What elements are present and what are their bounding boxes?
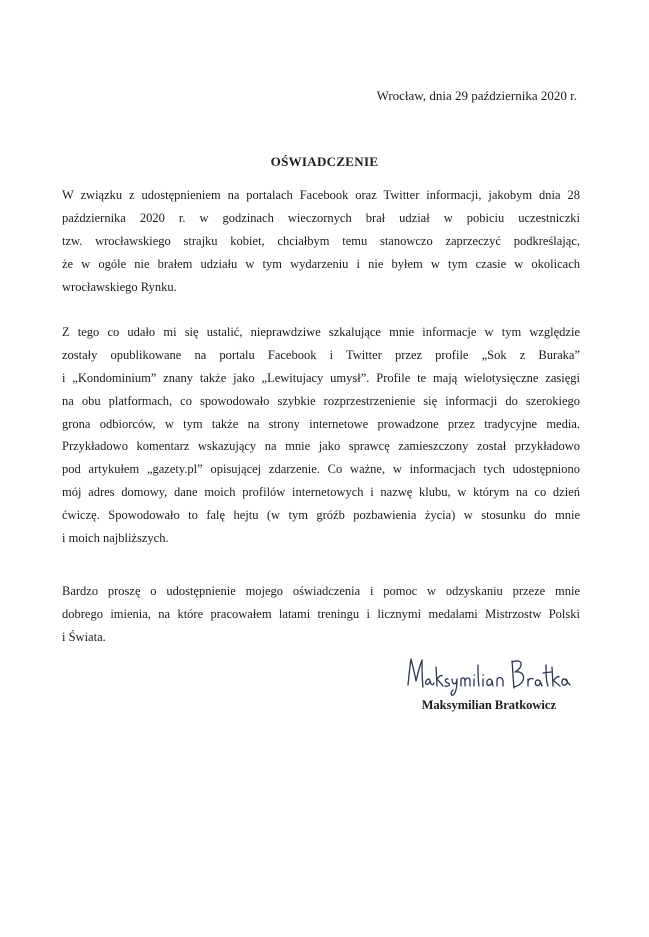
paragraph-line: grona odbiorców, w tym także na strony internetowe prowadzone przez tradycyjne media. [62,416,580,431]
document-title: OŚWIADCZENIE [270,154,379,169]
paragraph-line: Przykładowo komentarz wskazujący na mnie jako sprawcę zamieszczony został przykładowo [62,439,580,454]
paragraph-line: dobrego imienia, na które pracowałem latami treningu i licznymi medalami Mistrzostw Polski [62,606,580,621]
paragraph-1 [62,184,580,298]
signatory-name: Maksymilian Bratkowicz [421,698,556,712]
paragraph-3 [62,580,580,649]
paragraph-line: że w ogóle nie brałem udziału w tym wydarzeniu i nie byłem w tym czasie w okolicach [62,256,580,271]
paragraph-line: Z tego co udało mi się ustalić, nieprawdziwe szkalujące mnie informacje w tym względzie [62,325,580,339]
paragraph-line: i Świata. [62,629,106,644]
paragraph-line: Bardzo proszę o udostępnienie mojego oświadczenia i pomoc w odzyskaniu przeze mnie [62,584,580,598]
paragraph-line: i moich najbliższych. [62,531,169,546]
paragraph-line: wrocławskiego Rynku. [62,279,177,294]
paragraph-line: i „Kondominium” znany także jako „Lewitujacy umysł”. Profile te mają wielotysięczne zasięgi [62,370,580,385]
paragraph-line: zostały opublikowane na portalu Facebook i Twitter przez profile „Sok z Buraka” [62,347,580,362]
paragraph-2 [62,321,580,550]
paragraph-line: na obu platformach, co spowodowało szybkie rozprzestrzenienie się informacji do szerokiego [62,393,580,408]
paragraph-line: ćwiczę. Spowodowało to falę hejtu (w tym gróźb pozbawienia życia) w stosunku do mnie [62,508,580,523]
paragraph-line: mój adres domowy, dane moich profilów internetowych i nazwę klubu, w którym na co dzień [62,485,580,500]
paragraph-line: pod artykułem „gazety.pl” opisującej zdarzenie. Co ważne, w informacjach tych udostępniono [62,462,580,477]
date-line: Wrocław, dnia 29 października 2020 r. [376,88,577,103]
paragraph-line: października 2020 r. w godzinach wieczornych brał udział w pobiciu uczestniczki [62,210,580,225]
handwritten-signature [404,655,572,697]
paragraph-line: W związku z udostępnieniem na portalach Facebook oraz Twitter informacji, jakobym dnia 28 [62,188,580,202]
paragraph-line: tzw. wrocławskiego strajku kobiet, chciałbym temu stanowczo zaprzeczyć podkreślając, [62,233,580,248]
